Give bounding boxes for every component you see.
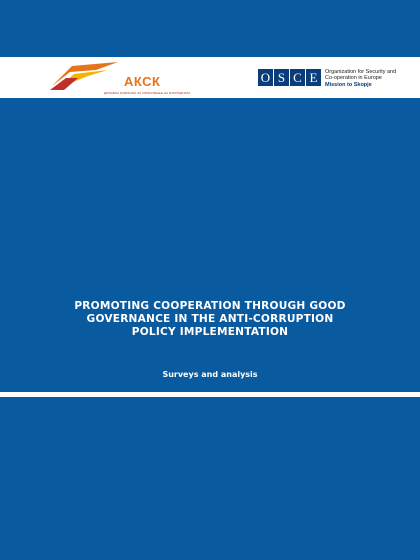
akcp-logo-text: АКСК	[124, 74, 161, 89]
akcp-logo	[48, 60, 191, 96]
title-line-3: POLICY IMPLEMENTATION	[131, 326, 289, 338]
cover-title	[0, 300, 420, 339]
osce-letter-e: E	[306, 69, 321, 86]
cover-subtitle: Surveys and analysis	[162, 370, 258, 379]
osce-letter-o: O	[258, 69, 273, 86]
logo-bar	[0, 57, 420, 98]
osce-letter-c: C	[290, 69, 305, 86]
osce-org-text	[325, 69, 396, 88]
title-line-2: GOVERNANCE IN THE ANTI-CORRUPTION	[86, 313, 334, 325]
white-divider	[0, 392, 420, 397]
osce-letter-s: S	[274, 69, 289, 86]
title-line-1: PROMOTING COOPERATION THROUGH GOOD	[74, 300, 346, 312]
top-band	[0, 0, 420, 57]
osce-mission: Mission to Skopje	[325, 81, 372, 88]
osce-logo	[258, 69, 322, 86]
akcp-logo-subtitle: ДРЖАВНА КОМИСИЈА ЗА СПРЕЧУВАЊЕ НА КОРУПЦИЈАТА	[104, 91, 191, 95]
osce-org-line1: Organization for Security and	[325, 69, 397, 75]
osce-org-line2: Co-operation in Europe	[325, 75, 382, 82]
